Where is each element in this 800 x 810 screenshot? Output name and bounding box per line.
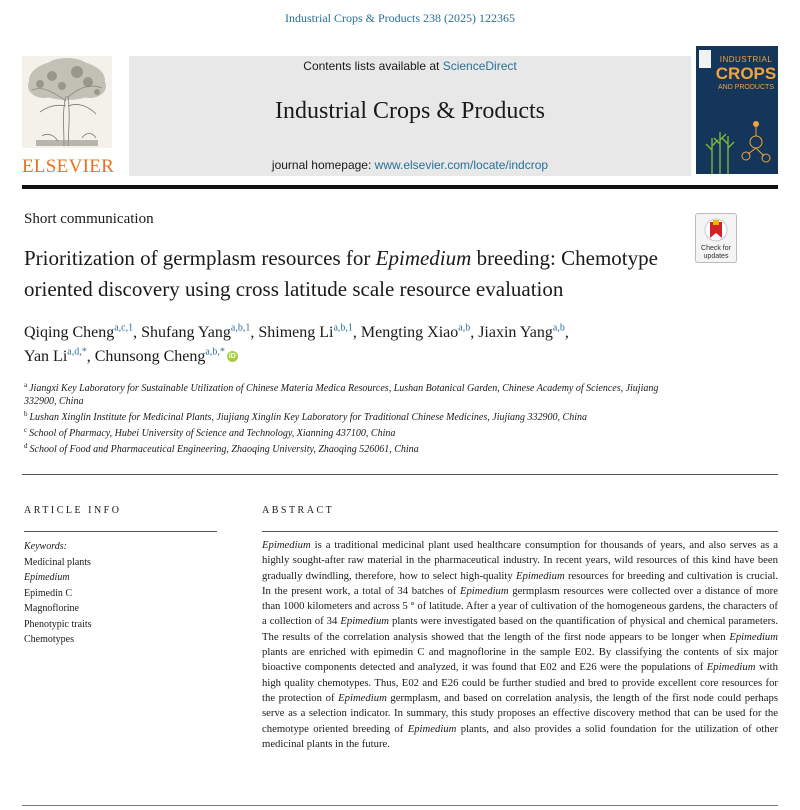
author-affiliation-marker[interactable]: a,d,*: [67, 346, 87, 358]
author-separator: ,: [86, 348, 95, 365]
abstract-text-segment: germplasm, and based on correlation analysis, the length of the first node could perhaps serve as a selection indicator. In summary, this study proposes an effective discovery method that can be used for the chemotype oriented breeding of: [262, 691, 778, 735]
keyword-item: Medicinal plants: [24, 556, 91, 568]
abstract-heading: ABSTRACT: [262, 505, 335, 516]
article-info-heading: ARTICLE INFO: [24, 505, 122, 516]
abstract-italic-term: Epimedium: [459, 584, 509, 597]
author-name[interactable]: Chunsong Cheng: [94, 348, 206, 365]
cover-line-3: AND PRODUCTS: [717, 84, 774, 91]
abstract-italic-term: Epimedium: [706, 661, 756, 674]
author-affiliation-marker[interactable]: a,b,*: [205, 346, 225, 358]
homepage-link[interactable]: www.elsevier.com/locate/indcrop: [374, 158, 549, 172]
author-name[interactable]: Jiaxin Yang: [478, 324, 553, 341]
cover-title: [714, 56, 778, 91]
keyword-item: Phenotypic traits: [24, 618, 92, 630]
keywords-label: Keywords:: [24, 541, 67, 552]
check-for-updates-label: Check for updates: [701, 245, 731, 260]
crossmark-icon: [696, 216, 736, 246]
journal-title: Industrial Crops & Products: [275, 98, 545, 124]
affiliation-text: School of Pharmacy, Hubei University of Science and Technology, Xianning 437100, China: [29, 428, 396, 439]
author-name[interactable]: Shimeng Li: [258, 324, 334, 341]
affiliation-item: [24, 411, 684, 424]
cover-line-1: INDUSTRIAL: [719, 55, 773, 64]
author-affiliation-marker[interactable]: a,c,1: [114, 322, 134, 334]
elsevier-wordmark[interactable]: ELSEVIER: [22, 156, 115, 177]
keyword-item: Chemotypes: [24, 634, 74, 645]
abstract-italic-term: Epimedium: [262, 539, 311, 551]
abstract-rule: [262, 531, 778, 532]
citation-link[interactable]: Industrial Crops & Products 238 (2025) 122365: [285, 11, 515, 25]
contents-prefix: Contents lists available at: [303, 59, 443, 73]
article-type: Short communication: [24, 211, 154, 227]
affiliation-item: [24, 443, 684, 456]
keywords-list: [24, 555, 92, 648]
abstract-italic-term: Epimedium: [516, 569, 565, 582]
affiliation-text: School of Food and Pharmaceutical Engineering, Zhaoqing University, Zhaoqing 526061, China: [29, 444, 419, 455]
affiliation-text: Jiangxi Key Laboratory for Sustainable Utilization of Chinese Materia Medica Resources, Lushan Botanical Garden, Chinese Academy of Sciences, Jiujiang 332900, China: [24, 383, 659, 407]
journal-citation[interactable]: [0, 11, 800, 26]
affiliation-list: [24, 382, 684, 459]
journal-homepage: [129, 158, 691, 172]
author-name[interactable]: Shufang Yang: [141, 324, 231, 341]
abstract-italic-term: Epimedium: [729, 630, 778, 643]
contents-availability: [129, 59, 691, 73]
abstract-text-segment: plants, and also provides a solid foundation for the utilization of other medicinal plants in the future.: [262, 722, 779, 750]
abstract-italic-term: Epimedium: [338, 691, 387, 704]
abstract-text-segment: resources for breeding and cultivation is crucial. In the present work, a total of 34 batches of: [262, 569, 778, 597]
journal-header-box: [129, 56, 691, 176]
check-for-updates-button[interactable]: [695, 213, 737, 263]
abstract-text-segment: germplasm resources were collected over a distance of more than 1000 kilometers and across 5 ° of latitude. After a year of cultivation of the homogeneous gardens, the characters of a collection of 34: [262, 584, 778, 628]
journal-cover[interactable]: [696, 46, 778, 174]
abstract-body: [262, 538, 778, 752]
author-affiliation-marker[interactable]: a,b,1: [230, 322, 251, 334]
author-separator: ,: [564, 324, 569, 341]
author-affiliation-marker[interactable]: a,b: [458, 322, 471, 334]
keyword-item: Magnoflorine: [24, 603, 79, 614]
abstract-text-segment: plants were investigated based on the quantification of physical and chemical parameters. The results of the correlation analysis showed that the length of the first node appears to be longer when: [262, 615, 778, 643]
homepage-prefix: journal homepage:: [271, 158, 375, 172]
author-affiliation-marker[interactable]: a,b: [552, 322, 565, 334]
keyword-item: Epimedium: [24, 572, 70, 583]
affiliation-letter: b: [24, 409, 28, 418]
keywords-block: [24, 539, 92, 648]
author-separator: ,: [352, 324, 361, 341]
abstract-italic-term: Epimedium: [340, 615, 390, 628]
abstract-text-segment: is a traditional medicinal plant used healthcare consumption for thousands of years, and also serves as a highly sought-after raw material in the pharmaceutical industry. In recent years, wild resources of this kind have been gradually dwindling, therefore, how to select high-quality: [262, 539, 778, 582]
article-title: [24, 243, 684, 305]
orcid-icon[interactable]: iD: [228, 353, 236, 360]
sciencedirect-link[interactable]: ScienceDirect: [442, 59, 517, 73]
footer-divider: [22, 805, 778, 806]
author-list: [24, 321, 724, 369]
author-name[interactable]: Yan Li: [24, 348, 68, 365]
author-separator: ,: [250, 324, 259, 341]
abstract-italic-term: Epimedium: [407, 722, 457, 735]
tree-icon: [22, 56, 112, 148]
title-italic: Epimedium: [375, 246, 472, 270]
header-divider: [22, 185, 778, 189]
author-separator: ,: [133, 324, 142, 341]
author-separator: ,: [470, 324, 479, 341]
abstract-text-segment: with high quality chemotypes. Thus, E02 and E26 could be further studied and bred to provide excellent core resources for the protection of: [262, 661, 778, 704]
author-name[interactable]: Mengting Xiao: [360, 324, 459, 341]
keyword-item: Epimedin C: [24, 587, 73, 599]
section-divider: [22, 474, 778, 475]
affiliation-item: [24, 427, 684, 440]
author-name[interactable]: Qiqing Cheng: [24, 324, 115, 341]
affiliation-item: [24, 382, 684, 408]
affiliation-letter: c: [24, 425, 28, 434]
article-info-rule: [24, 531, 217, 532]
cover-line-2: CROPS: [715, 64, 777, 83]
affiliation-letter: d: [24, 441, 28, 450]
masthead: [22, 46, 778, 176]
abstract-text-segment: plants are enriched with epimedin C and magnoflorine in the sample E02. By classifying the contents of six major bioactive components detected and analyzed, it was found that E02 and E26 were the populations of: [262, 646, 778, 674]
affiliation-letter: a: [24, 380, 28, 389]
elsevier-tree-logo: [22, 56, 115, 177]
title-part-2: breeding: Chemotype oriented discovery using cross latitude scale resource evaluation: [24, 246, 658, 301]
author-affiliation-marker[interactable]: a,b,1: [333, 322, 353, 334]
title-part-1: Prioritization of germplasm resources for: [24, 246, 376, 270]
affiliation-text: Lushan Xinglin Institute for Medicinal Plants, Jiujiang Xinglin Key Laboratory for Traditional Chinese Medicines, Jiujiang 332900, China: [29, 412, 587, 423]
